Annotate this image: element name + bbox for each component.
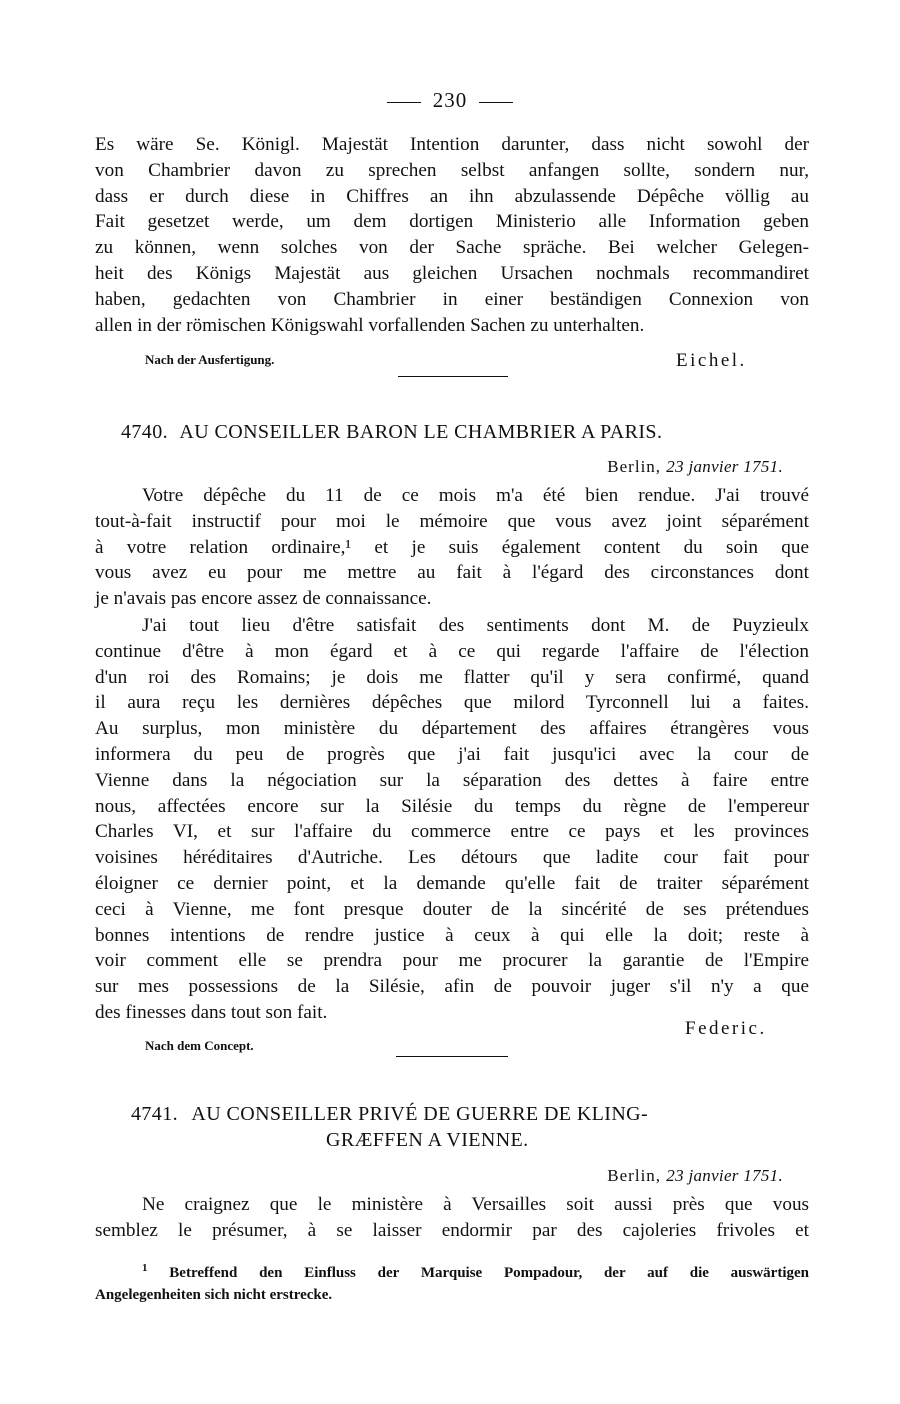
- footnote-line: [95, 1262, 809, 1284]
- text-line: Votre dépêche du 11 de ce mois m'a été bien rendue. J'ai trouvé: [142, 485, 809, 506]
- text-line: sur mes possessions de la Silésie, afin de pouvoir juger s'il n'y a que: [95, 976, 809, 998]
- text-line: semblez le présumer, à se laisser endormir par des cajoleries frivoles et: [95, 1219, 809, 1241]
- paragraph-4739-end: [95, 132, 809, 338]
- text-line: haben, gedachten von Chambrier in einer beständigen Connexion von: [95, 288, 809, 310]
- text-line: Vienne dans la négociation sur la séparation des dettes à faire entre: [95, 769, 809, 791]
- text-line: heit des Königs Majestät aus gleichen Ursachen nochmals recommandiret: [95, 262, 809, 284]
- dateline-4740: [607, 457, 783, 477]
- document-addressee: AU CONSEILLER BARON LE CHAMBRIER A PARIS.: [179, 421, 663, 443]
- footnote-marker: 1: [142, 1262, 148, 1274]
- text-line: éloigner ce dernier point, et la demande qu'elle fait de traiter séparément: [95, 872, 809, 894]
- dateline-place: Berlin,: [607, 457, 662, 476]
- text-line: nous, affectées encore sur la Silésie du temps du règne de l'empereur: [95, 795, 809, 817]
- heading-4740: [121, 421, 835, 444]
- dateline-place: Berlin,: [607, 1166, 662, 1185]
- document-addressee: AU CONSEILLER PRIVÉ DE GUERRE DE KLING-: [191, 1103, 649, 1125]
- footnote-text: Betreffend den Einfluss der Marquise Pompadour, der auf die auswärtigen: [169, 1265, 810, 1281]
- dateline-4741: [607, 1166, 783, 1186]
- text-line: il aura reçu les dernières dépêches que milord Tyrconnell lui a faites.: [95, 692, 809, 714]
- dateline-date: 23 janvier 1751.: [666, 1166, 783, 1185]
- text-line: Fait gesetzet werde, um dem dortigen Ministerio alle Information geben: [95, 211, 809, 233]
- paragraph-4741-1: [95, 1192, 809, 1244]
- paragraph-4740-2: [95, 613, 809, 1026]
- text-line: zu können, wenn solches von der Sache spräche. Bei welcher Gelegen-: [95, 237, 809, 259]
- page-number: 230: [0, 88, 900, 113]
- signature-eichel: Eichel.: [676, 350, 747, 371]
- text-line: dass er durch diese in Chiffres an ihn abzulassende Dépêche völlig au: [95, 185, 809, 207]
- separator-rule: [396, 1056, 508, 1057]
- text-line: voisines héréditaires d'Autriche. Les détours que ladite cour fait pour: [95, 847, 809, 869]
- text-line: ceci à Vienne, me font presque douter de la sincérité de ses prétendues: [95, 898, 809, 920]
- text-line: J'ai tout lieu d'être satisfait des sentiments dont M. de Puyzieulx: [142, 615, 809, 636]
- separator-rule: [398, 376, 508, 377]
- text-line: vous avez eu pour me mettre au fait à l'égard des circonstances dont: [95, 562, 809, 584]
- text-line: informera du peu de progrès que j'ai fait jusqu'ici avec la cour de: [95, 743, 809, 765]
- document-number: 4740.: [121, 421, 168, 443]
- footnote-line: Angelegenheiten sich nicht erstrecke.: [95, 1287, 333, 1303]
- text-line: tout-à-fait instructif pour moi le mémoire que vous avez joint séparément: [95, 510, 809, 532]
- text-line: d'un roi des Romains; je dois me flatter qu'il y sera confirmé, quand: [95, 666, 809, 688]
- page-number-dash-right: [479, 102, 513, 103]
- text-line: Ne craignez que le ministère à Versailles soit aussi près que vous: [142, 1194, 809, 1215]
- text-line: allen in der römischen Königswahl vorfallenden Sachen zu unterhalten.: [95, 314, 645, 336]
- heading-4741: [131, 1103, 811, 1126]
- text-line: von Chambrier davon zu sprechen selbst anfangen sollte, sondern nur,: [95, 159, 809, 181]
- paragraph-4740-1: [95, 483, 809, 612]
- text-line: des finesses dans tout son fait.: [95, 1001, 328, 1023]
- text-line: Es wäre Se. Königl. Majestät Intention darunter, dass nicht sowohl der: [95, 134, 809, 155]
- document-number: 4741.: [131, 1103, 178, 1125]
- text-line: Charles VI, et sur l'affaire du commerce entre ce pays et les provinces: [95, 821, 809, 843]
- footnote: [95, 1262, 809, 1306]
- dateline-date: 23 janvier 1751.: [666, 457, 783, 476]
- text-line: à votre relation ordinaire,¹ et je suis également content du soin que: [95, 536, 809, 558]
- source-note-4740: Nach dem Concept.: [145, 1038, 254, 1053]
- source-note-4739: Nach der Ausfertigung.: [145, 352, 275, 367]
- text-line: bonnes intentions de rendre justice à ceux à qui elle la doit; reste à: [95, 924, 809, 946]
- text-line: voir comment elle se prendra pour me procurer la garantie de l'Empire: [95, 950, 809, 972]
- heading-4741-continued: GRÆFFEN A VIENNE.: [326, 1129, 529, 1151]
- text-line: je n'avais pas encore assez de connaissance.: [95, 588, 432, 610]
- text-line: Au surplus, mon ministère du département des affaires étrangères vous: [95, 718, 809, 740]
- page-number-dash-left: [387, 102, 421, 103]
- text-line: continue d'être à mon égard et à ce qui regarde l'affaire de l'élection: [95, 640, 809, 662]
- signature-federic: Federic.: [685, 1018, 767, 1039]
